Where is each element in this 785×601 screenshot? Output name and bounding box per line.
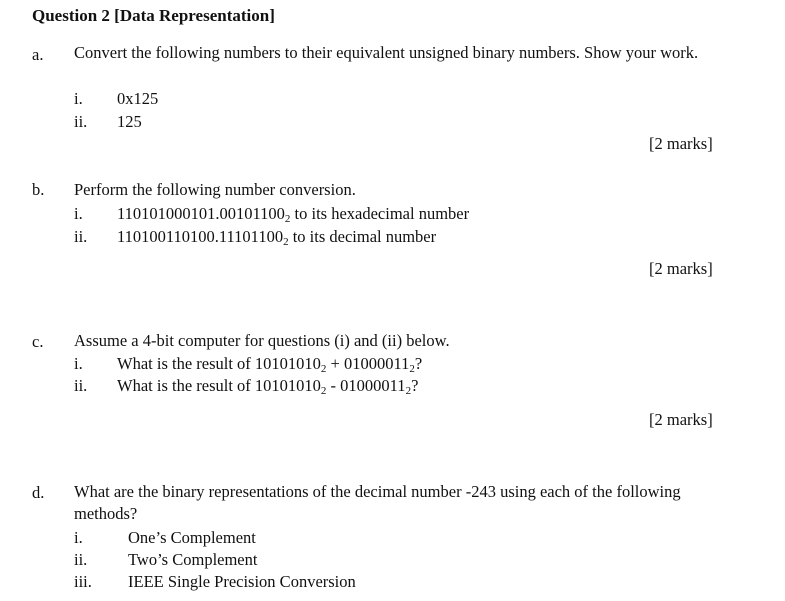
part-c-letter: c. (32, 332, 44, 351)
part-d-item-1-num: i. (74, 528, 83, 547)
question-title: Question 2 [Data Representation] (32, 6, 275, 25)
part-d-item-1-text: One’s Complement (128, 528, 256, 547)
part-b-item-1-num: i. (74, 204, 83, 223)
part-a-text: Convert the following numbers to their equivalent unsigned binary numbers. Show your work. (74, 43, 699, 62)
part-b-item-2-num: ii. (74, 227, 88, 246)
part-c-item-1-text: What is the result of $10101010_2 + 01000011_2$? (117, 354, 423, 375)
part-b-letter: b. (32, 180, 45, 199)
part-c-item-2-text: What is the result of $10101010_2 - 01000011_2$? (117, 376, 419, 397)
part-c-item-1-num: i. (74, 354, 83, 373)
part-d-item-2-text: Two’s Complement (128, 550, 258, 569)
part-b-item-1-text: $110101000101.00101100_2$ to its hexadecimal number (117, 204, 470, 225)
part-d-item-3-text: IEEE Single Precision Conversion (128, 572, 356, 591)
part-c-text: Assume a 4-bit computer for questions (i) and (ii) below. (74, 331, 450, 350)
part-b-item-2-text: $110100110100.11101100_2$ to its decimal number (117, 227, 437, 248)
part-c-marks: [2 marks] (649, 410, 713, 429)
part-d-item-3-num: iii. (74, 572, 92, 591)
part-a-item-1-num: i. (74, 89, 83, 108)
part-a-item-1-text: 0x125 (117, 89, 159, 108)
part-d-item-2-num: ii. (74, 550, 88, 569)
part-d-text: What are the binary representations of the decimal number -243 using each of the following methods? (74, 482, 681, 523)
part-b-text: Perform the following number conversion. (74, 180, 356, 199)
part-a-letter: a. (32, 45, 44, 64)
part-a-item-2-num: ii. (74, 112, 88, 131)
part-c-item-2-num: ii. (74, 376, 88, 395)
part-a-item-2-text: 125 (117, 112, 142, 131)
part-a-marks: [2 marks] (649, 134, 713, 153)
part-d-letter: d. (32, 483, 45, 502)
part-b-marks: [2 marks] (649, 259, 713, 278)
